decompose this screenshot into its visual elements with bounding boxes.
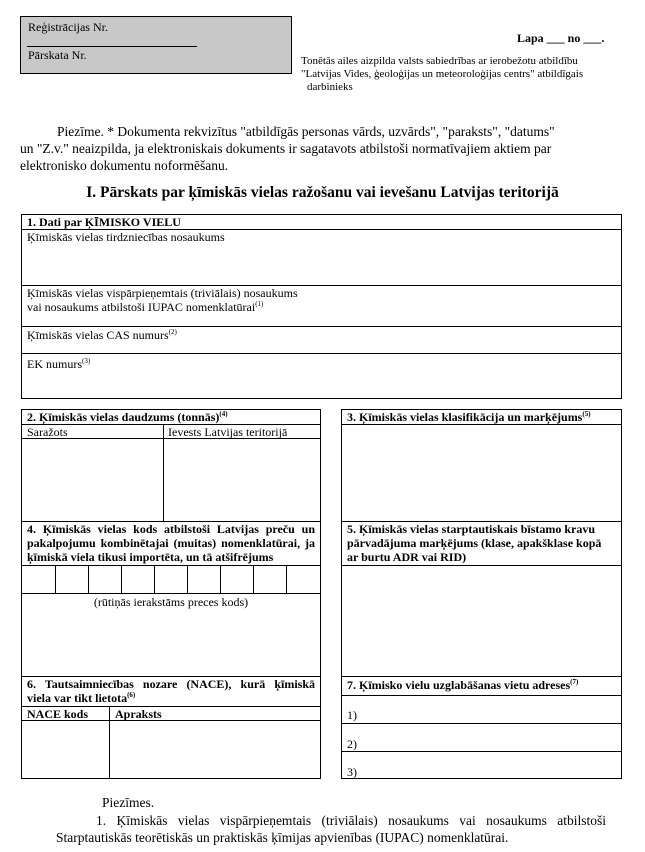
footnote-ref-1: (1) bbox=[255, 300, 264, 308]
footnote-ref-7: (7) bbox=[570, 678, 579, 686]
section4-heading-line1: 4. Ķīmiskās vielas kods atbilstoši Latvijas preču un bbox=[27, 522, 315, 536]
section6-heading-line2-wrap bbox=[27, 691, 315, 705]
registration-box bbox=[20, 16, 292, 74]
section6-divider bbox=[22, 720, 320, 721]
code-box-divider bbox=[187, 565, 188, 593]
cas-number-text: Ķīmiskās vielas CAS numurs bbox=[27, 328, 169, 342]
report-number-label: Pārskata Nr. bbox=[28, 48, 87, 62]
section5-heading-line3: ar burtu ADR vai RID) bbox=[347, 550, 467, 564]
code-boxes-bottom bbox=[22, 593, 320, 594]
code-box-divider bbox=[154, 565, 155, 593]
trade-name-label: Ķīmiskās vielas tirdzniecības nosaukums bbox=[27, 230, 225, 244]
section5-heading bbox=[347, 522, 617, 564]
footnote-ref-4: (4) bbox=[219, 410, 228, 418]
code-box-divider bbox=[220, 565, 221, 593]
section7-divider bbox=[342, 723, 621, 724]
section7-heading-text: 7. Ķīmisko vielu uzglabāšanas vietu adreses bbox=[347, 678, 571, 692]
section3-heading-text: 3. Ķīmiskās vielas klasifikācija un marķējums bbox=[347, 410, 583, 424]
common-name-line2-wrap bbox=[27, 300, 298, 314]
registration-number-line bbox=[27, 46, 197, 47]
code-box-divider bbox=[88, 565, 89, 593]
left-sections-box bbox=[21, 409, 321, 779]
section7-top-divider bbox=[342, 676, 621, 677]
section5-divider bbox=[342, 565, 621, 566]
code-box-divider bbox=[253, 565, 254, 593]
section1-divider bbox=[22, 353, 621, 354]
description-column-label: Apraksts bbox=[115, 707, 162, 721]
section2-column-divider bbox=[163, 424, 164, 521]
section2-divider bbox=[22, 438, 320, 439]
section2-heading-text: 2. Ķīmiskās vielas daudzums (tonnās) bbox=[27, 410, 220, 424]
footnote-1-line1: 1. Ķīmiskās vielas vispārpieņemtais (triviālais) nosaukums vai nosaukums atbilstoši bbox=[96, 813, 606, 828]
registration-number-label: Reģistrācijas Nr. bbox=[28, 20, 108, 34]
section6-heading-line2: viela var tikt lietota bbox=[27, 691, 128, 705]
section7-divider bbox=[342, 751, 621, 752]
imported-column-label: Ievests Latvijas teritorijā bbox=[168, 425, 288, 439]
page-counter: Lapa ___ no ___. bbox=[517, 31, 605, 45]
intro-note-line1: Piezīme. * Dokumenta rekvizītus "atbildīgās personas vārds, uzvārds", "paraksts", "datums" bbox=[57, 124, 555, 139]
cas-number-label bbox=[27, 328, 177, 343]
ec-number-label bbox=[27, 357, 90, 372]
section5-heading-line1: 5. Ķīmiskās vielas starptautiskais bīstamo kravu bbox=[347, 522, 596, 536]
ec-number-text: EK numurs bbox=[27, 357, 82, 371]
section7-heading bbox=[347, 678, 578, 693]
common-name-line2: vai nosaukums atbilstoši IUPAC nomenklatūrai bbox=[27, 300, 256, 314]
section6-heading bbox=[27, 677, 315, 705]
section7-divider bbox=[342, 695, 621, 696]
intro-note-line3: elektronisko dokumentu noformēšanu. bbox=[20, 158, 229, 173]
footnote-1 bbox=[56, 812, 606, 846]
section3-heading bbox=[347, 410, 591, 425]
intro-note bbox=[20, 123, 610, 174]
section4-heading-line2: pakalpojumu kombinētajai (muitas) nomenklatūrai, ja bbox=[27, 536, 315, 550]
footnote-ref-5: (5) bbox=[582, 410, 591, 418]
code-box-divider bbox=[121, 565, 122, 593]
section1-heading: 1. Dati par ĶĪMISKO VIELU bbox=[27, 215, 181, 229]
code-boxes-top bbox=[22, 565, 320, 566]
footnote-1-line2: Starptautiskās teorētiskās un praktiskās ķīmijas apvienības (IUPAC) nomenklatūrai. bbox=[56, 830, 509, 845]
section6-heading-line1: 6. Tautsaimniecības nozare (NACE), kurā ķīmiskā bbox=[27, 677, 315, 691]
section1-divider bbox=[22, 326, 621, 327]
nace-code-column-label: NACE kods bbox=[27, 707, 89, 721]
footnote-ref-6: (6) bbox=[127, 691, 136, 699]
section3-divider bbox=[342, 424, 621, 425]
intro-note-line2: un "Z.v." neaizpilda, ja elektroniskais dokuments ir sagatavots atbilstoši normatīvajiem aktiem par bbox=[20, 141, 552, 156]
common-name-line1: Ķīmiskās vielas vispārpieņemtais (triviālais) nosaukums bbox=[27, 286, 298, 300]
footnote-ref-2: (2) bbox=[168, 328, 177, 336]
shaded-cells-note-line1: Tonētās ailes aizpilda valsts sabiedrības ar ierobežotu atbildību bbox=[301, 55, 578, 67]
footnotes-heading: Piezīmes. bbox=[102, 795, 155, 810]
section2-heading bbox=[27, 410, 228, 425]
storage-address-1: 1) bbox=[347, 708, 357, 722]
shaded-cells-note bbox=[301, 55, 583, 94]
common-name-label bbox=[27, 286, 298, 314]
page-title: I. Pārskats par ķīmiskās vielas ražošanu vai ievešanu Latvijas teritorijā bbox=[86, 184, 559, 201]
section6-column-divider bbox=[109, 706, 110, 778]
produced-column-label: Saražots bbox=[27, 425, 68, 439]
storage-address-2: 2) bbox=[347, 737, 357, 751]
storage-address-3: 3) bbox=[347, 765, 357, 779]
footnote-ref-3: (3) bbox=[82, 357, 91, 365]
section4-heading bbox=[27, 522, 315, 564]
shaded-cells-note-line3: darbinieks bbox=[307, 81, 353, 93]
code-box-divider bbox=[55, 565, 56, 593]
code-box-divider bbox=[286, 565, 287, 593]
code-boxes-caption: (rūtiņās ierakstāms preces kods) bbox=[93, 595, 249, 609]
section5-heading-line2: pārvadājuma marķējums (klase, apakšklase kopā bbox=[347, 536, 602, 550]
shaded-cells-note-line2: "Latvijas Vides, ģeoloģijas un meteoroloģijas centrs" atbildīgais bbox=[301, 68, 584, 80]
section4-heading-line3: ķīmiskā viela tikusi importēta, un tā atšifrējums bbox=[27, 550, 274, 564]
